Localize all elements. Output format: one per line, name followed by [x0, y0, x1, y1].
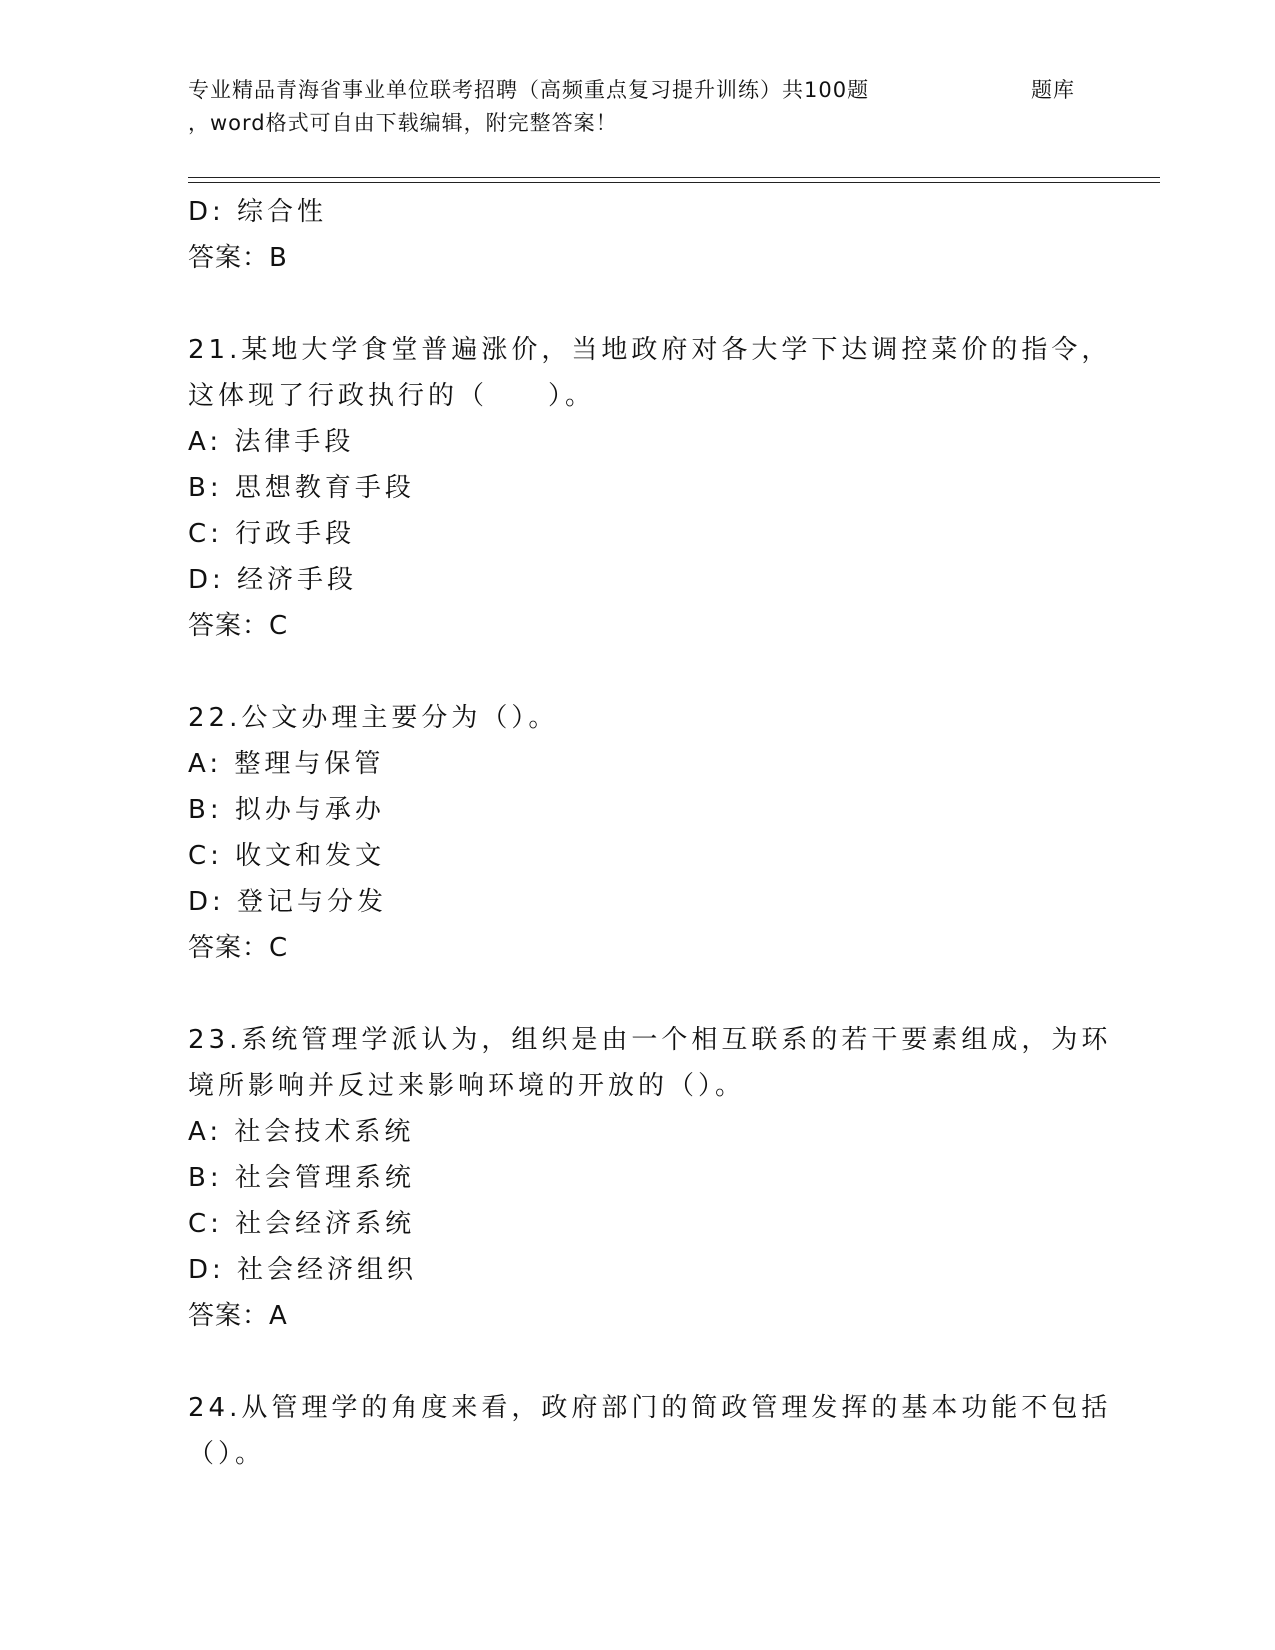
- previous-question-tail: [188, 189, 1088, 281]
- header-title-line1-row: [188, 74, 1088, 107]
- question-21: [188, 327, 1112, 649]
- header-title-line1: 专业精品青海省事业单位联考招聘（高频重点复习提升训练）共100题: [188, 78, 870, 102]
- option-a: A: 法律手段: [188, 427, 355, 457]
- option-b: B: 社会管理系统: [188, 1163, 415, 1193]
- answer-line: 答案：B: [188, 243, 288, 273]
- option-a: A: 整理与保管: [188, 749, 385, 779]
- question-23: [188, 1017, 1112, 1339]
- page-header: [188, 74, 1088, 140]
- question-stem-line2: （）。: [188, 1439, 266, 1469]
- question-stem-line1: 21.某地大学食堂普遍涨价，当地政府对各大学下达调控菜价的指令，: [188, 335, 1112, 365]
- spacer: [188, 1339, 1088, 1385]
- answer-line: 答案：C: [188, 611, 289, 641]
- option-b: B: 拟办与承办: [188, 795, 385, 825]
- question-list: [188, 189, 1112, 1477]
- option-c: C: 收文和发文: [188, 841, 386, 871]
- spacer: [188, 649, 1088, 695]
- spacer: [188, 281, 1088, 327]
- option-d: D: 综合性: [188, 197, 328, 227]
- answer-line: 答案：A: [188, 1301, 288, 1331]
- question-stem-line2: 这体现了行政执行的（ ）。: [188, 381, 596, 411]
- header-title-line2: ，word格式可自由下载编辑，附完整答案！: [188, 111, 618, 135]
- spacer: [188, 971, 1088, 1017]
- question-24: [188, 1385, 1112, 1477]
- option-b: B: 思想教育手段: [188, 473, 415, 503]
- question-stem-line1: 23.系统管理学派认为，组织是由一个相互联系的若干要素组成，为环: [188, 1025, 1112, 1055]
- question-stem-line2: 境所影响并反过来影响环境的开放的（）。: [188, 1071, 746, 1101]
- option-d: D: 登记与分发: [188, 887, 388, 917]
- option-d: D: 经济手段: [188, 565, 358, 595]
- header-tag: 题库: [1031, 78, 1075, 102]
- question-stem-line1: 24.从管理学的角度来看，政府部门的简政管理发挥的基本功能不包括: [188, 1393, 1112, 1423]
- answer-line: 答案：C: [188, 933, 289, 963]
- option-a: A: 社会技术系统: [188, 1117, 415, 1147]
- header-rule-top: [188, 177, 1160, 178]
- question-22: [188, 695, 1088, 971]
- option-c: C: 社会经济系统: [188, 1209, 416, 1239]
- question-stem-line1: 22.公文办理主要分为（）。: [188, 703, 559, 733]
- option-c: C: 行政手段: [188, 519, 356, 549]
- header-rule-bottom: [188, 182, 1160, 183]
- option-d: D: 社会经济组织: [188, 1255, 418, 1285]
